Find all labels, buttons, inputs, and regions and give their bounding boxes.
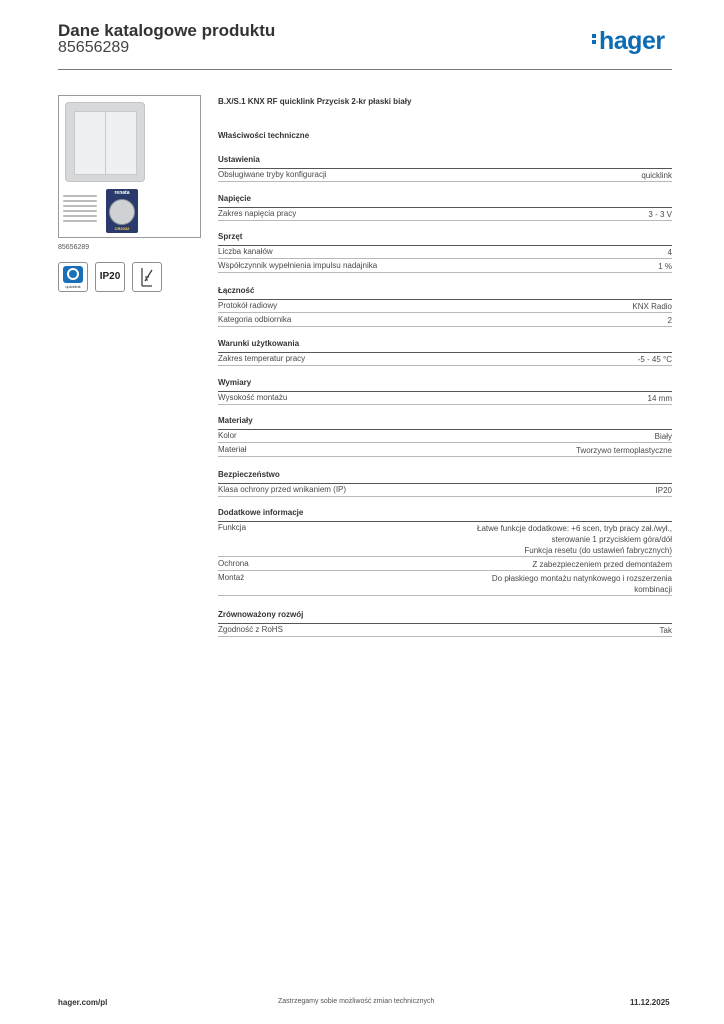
spec-value-line: Tak <box>659 626 672 635</box>
section-title: Materiały <box>218 416 253 425</box>
section-rule <box>218 207 672 208</box>
spec-label: Funkcja <box>218 523 247 532</box>
row-rule <box>218 456 672 457</box>
spec-row <box>218 559 672 570</box>
switch-plate <box>65 102 145 182</box>
row-rule <box>218 312 672 313</box>
spec-value <box>638 354 672 365</box>
row-rule <box>218 220 672 221</box>
row-rule <box>218 181 672 182</box>
spec-value <box>655 431 672 442</box>
ip20-badge-label: IP20 <box>99 271 121 282</box>
spec-value <box>477 523 672 556</box>
spec-value-line: 14 mm <box>647 394 672 403</box>
spec-label: Obsługiwane tryby konfiguracji <box>218 170 327 179</box>
row-rule <box>218 442 672 443</box>
spec-value <box>668 315 672 326</box>
spec-label: Zakres temperatur pracy <box>218 354 306 363</box>
spec-value-line: quicklink <box>641 171 672 180</box>
spec-value-line: Łatwe funkcje dodatkowe: +6 scen, tryb pracy zał./wył., <box>477 524 672 533</box>
spec-row <box>218 445 672 456</box>
spec-label: Kolor <box>218 431 237 440</box>
switch-rocker-right <box>105 111 137 175</box>
spec-row <box>218 170 672 181</box>
spec-label: Protokół radiowy <box>218 301 278 310</box>
section-rule <box>218 391 672 392</box>
logo-dots-icon <box>592 32 597 46</box>
spec-value <box>668 247 672 258</box>
spec-label: Zakres napięcia pracy <box>218 209 297 218</box>
image-caption: 85656289 <box>58 244 90 251</box>
footer-website[interactable]: hager.com/pl <box>58 998 108 1007</box>
section-rule <box>218 429 672 430</box>
spec-row <box>218 301 672 312</box>
spec-value-line: IP20 <box>655 486 672 495</box>
spec-value-line: Z zabezpieczeniem przed demontażem <box>532 560 672 569</box>
section-title: Dodatkowe informacje <box>218 508 304 517</box>
spec-row <box>218 573 672 595</box>
spec-row <box>218 393 672 404</box>
section-rule <box>218 623 672 624</box>
spec-value <box>648 393 672 404</box>
row-rule <box>218 326 672 327</box>
section-rule <box>218 168 672 169</box>
product-code: 85656289 <box>58 39 130 56</box>
spec-label: Wysokość montażu <box>218 393 288 402</box>
spec-value <box>641 170 672 181</box>
spec-value <box>656 485 672 496</box>
section-rule <box>218 352 672 353</box>
section-title: Sprzęt <box>218 232 243 241</box>
section-title: Bezpieczeństwo <box>218 470 280 479</box>
spec-value-line: Tworzywo termoplastyczne <box>575 446 672 455</box>
section-rule <box>218 245 672 246</box>
battery-model: CR2032 <box>114 226 130 231</box>
header-title: Dane katalogowe produktu <box>58 21 276 40</box>
quicklink-badge-icon <box>58 262 88 292</box>
spec-row <box>218 625 672 636</box>
installation-icon <box>132 262 162 292</box>
row-rule <box>218 496 672 497</box>
row-rule <box>218 365 672 366</box>
row-rule <box>218 556 672 557</box>
spec-value <box>658 261 672 272</box>
section-title: Warunki użytkowania <box>218 339 300 348</box>
spec-row <box>218 315 672 326</box>
row-rule <box>218 570 672 571</box>
section-rule <box>218 299 672 300</box>
footer-date: 11.12.2025 <box>630 998 670 1007</box>
spec-label: Ochrona <box>218 559 249 568</box>
spec-value-line: -5 - 45 °C <box>637 355 672 364</box>
spec-label: Klasa ochrony przed wnikaniem (IP) <box>218 485 347 494</box>
row-rule <box>218 636 672 637</box>
section-rule <box>218 521 672 522</box>
spec-value <box>492 573 672 595</box>
section-title: Ustawienia <box>218 155 260 164</box>
battery-brand: renata <box>114 190 130 196</box>
logo-text: hager <box>599 27 665 55</box>
spec-value-line: kombinacji <box>634 585 672 594</box>
battery-package <box>106 189 138 233</box>
section-title: Zrównoważony rozwój <box>218 610 304 619</box>
row-rule <box>218 595 672 596</box>
spec-row <box>218 209 672 220</box>
section-title: Napięcie <box>218 194 251 203</box>
product-title: B.X/S.1 KNX RF quicklink Przycisk 2-kr płaski biały <box>218 97 412 106</box>
spec-label: Montaż <box>218 573 245 582</box>
spec-row <box>218 523 672 556</box>
ip20-badge <box>95 262 125 292</box>
quicklink-logo-icon <box>63 266 83 283</box>
quicklink-badge-label: quicklink <box>65 284 81 289</box>
row-rule <box>218 404 672 405</box>
spec-value-line: 2 <box>667 316 672 325</box>
spec-row <box>218 431 672 442</box>
spec-value-line: KNX Radio <box>632 302 672 311</box>
screws-icon <box>63 192 103 225</box>
section-title: Wymiary <box>218 378 252 387</box>
switch-rocker-left <box>74 111 106 175</box>
spec-label: Zgodność z RoHS <box>218 625 283 634</box>
header-rule <box>58 69 672 70</box>
spec-label: Liczba kanałów <box>218 247 273 256</box>
coin-cell-icon <box>109 199 135 225</box>
spec-value-line: Do płaskiego montażu natynkowego i rozszerzenia <box>491 574 672 583</box>
spec-value-line: Biały <box>654 432 672 441</box>
spec-value <box>660 625 672 636</box>
row-rule <box>218 258 672 259</box>
spec-value-line: 3 - 3 V <box>648 210 672 219</box>
hager-logo[interactable] <box>592 27 665 56</box>
spec-row <box>218 485 672 496</box>
section-title: Łączność <box>218 286 255 295</box>
section-rule <box>218 483 672 484</box>
spec-label: Materiał <box>218 445 247 454</box>
row-rule <box>218 272 672 273</box>
spec-value <box>576 445 672 456</box>
spec-row <box>218 261 672 272</box>
spec-value-line: 1 % <box>658 262 672 271</box>
spec-value <box>632 301 672 312</box>
spec-value <box>648 209 672 220</box>
spec-value <box>532 559 672 570</box>
spec-row <box>218 354 672 365</box>
spec-row <box>218 247 672 258</box>
spec-value-line: sterowanie 1 przyciskiem góra/dół <box>551 535 672 544</box>
technical-properties-title: Właściwości techniczne <box>218 131 310 140</box>
product-image <box>58 95 201 238</box>
spec-value-line: Funkcja resetu (do ustawień fabrycznych) <box>524 546 672 555</box>
spec-label: Kategoria odbiornika <box>218 315 292 324</box>
footer-disclaimer: Zastrzegamy sobie możliwość zmian technicznych <box>278 998 435 1005</box>
spec-label: Współczynnik wypełnienia impulsu nadajnika <box>218 261 378 270</box>
spec-value-line: 4 <box>667 248 672 257</box>
